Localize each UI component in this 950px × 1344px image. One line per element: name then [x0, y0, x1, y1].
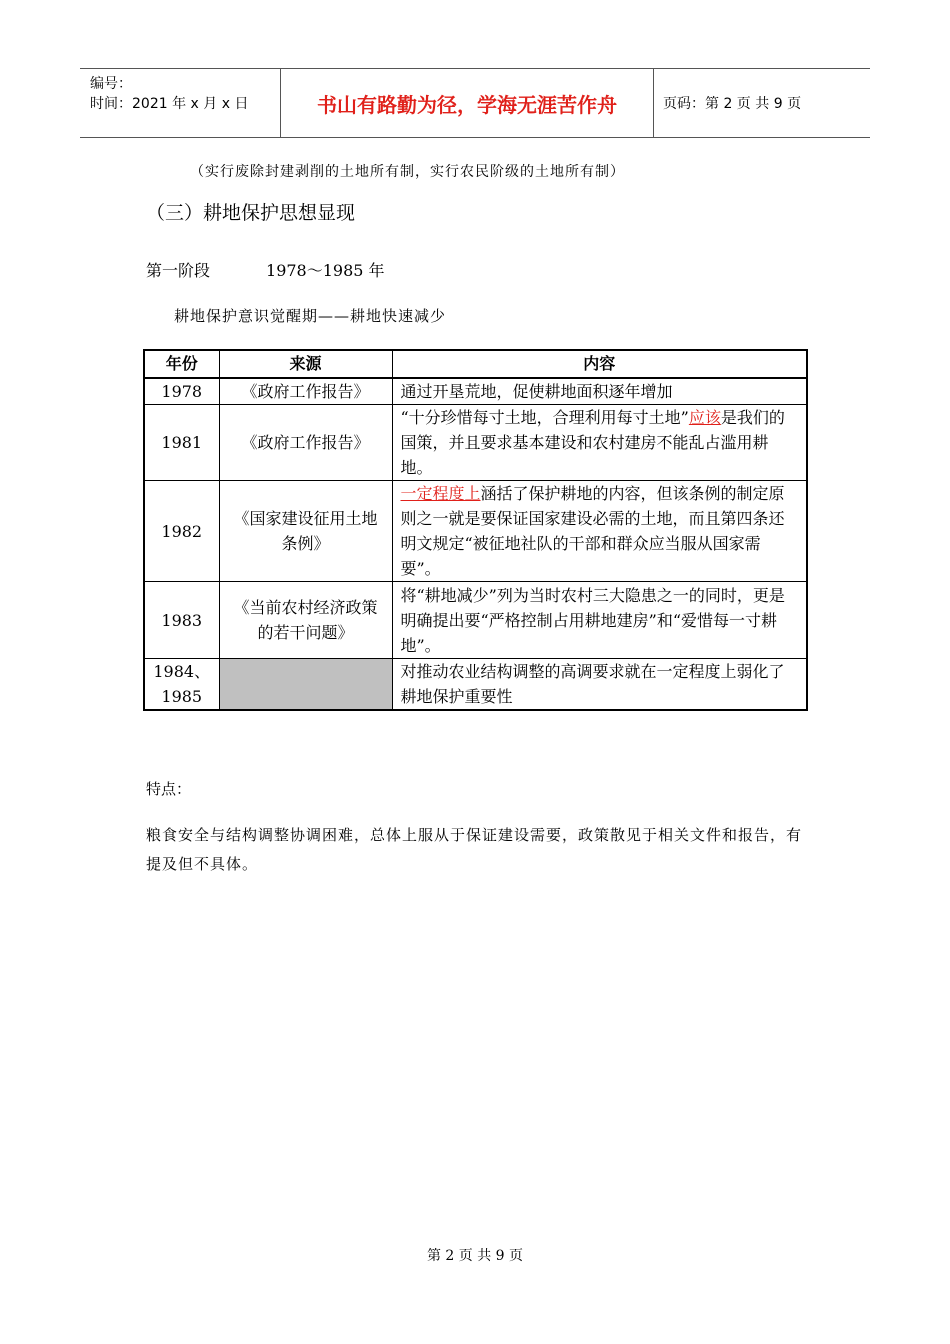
features-text: 粮食安全与结构调整协调困难，总体上服从于保证建设需要，政策散见于相关文件和报告，有提及但不具体。	[146, 826, 803, 873]
policy-table	[143, 349, 808, 711]
serial-label: 编号：	[90, 76, 132, 92]
header-page-info: 页码：第 2 页 共 9 页	[663, 96, 802, 112]
source-cell: 《政府工作报告》	[219, 405, 392, 481]
content-text: 是我们的国策，并且要求基本建设和农村建房不能乱占滥用耕地。	[400, 408, 785, 477]
header-motto: 书山有路勤为径，学海无涯苦作舟	[281, 69, 654, 137]
content-cell: 对推动农业结构调整的高调要求就在一定程度上弱化了耕地保护重要性	[392, 659, 807, 711]
table-row	[144, 378, 807, 405]
header-year: 年份	[144, 350, 219, 378]
stage-line	[146, 258, 385, 281]
highlight-text: 一定程度上	[400, 484, 481, 503]
highlight-text: 应该	[688, 408, 721, 427]
content-cell: 通过开垦荒地，促使耕地面积逐年增加	[392, 378, 807, 405]
features-label: 特点：	[146, 780, 192, 798]
source-cell	[219, 659, 392, 711]
table-row	[144, 659, 807, 711]
stage-label: 第一阶段	[146, 261, 211, 280]
year-cell: 1982	[144, 481, 219, 582]
content-cell	[392, 405, 807, 481]
content-cell	[392, 481, 807, 582]
content-text: “十分珍惜每寸土地，合理利用每寸土地”	[400, 408, 689, 427]
table-row	[144, 582, 807, 659]
page-header	[80, 68, 870, 138]
content-cell: 将“耕地减少”列为当时农村三大隐患之一的同时，更是明确提出要“严格控制占用耕地建房”和“爱惜每一寸耕地”。	[392, 582, 807, 659]
header-content: 内容	[392, 350, 807, 378]
header-source: 来源	[219, 350, 392, 378]
source-cell: 《政府工作报告》	[219, 378, 392, 405]
content-text: 涵括了保护耕地的内容，但该条例的制定原则之一就是要保证国家建设必需的土地，而且第四条还明文规定“被征地社队的干部和群众应当服从国家需要”。	[400, 484, 785, 578]
source-cell: 《当前农村经济政策的若干问题》	[219, 582, 392, 659]
source-cell: 《国家建设征用土地条例》	[219, 481, 392, 582]
page-footer: 第 2 页 共 9 页	[426, 1248, 524, 1264]
table-header-row	[144, 350, 807, 378]
table-row	[144, 405, 807, 481]
note-text: （实行废除封建剥削的土地所有制，实行农民阶级的土地所有制）	[190, 164, 625, 180]
section-title: （三）耕地保护思想显现	[146, 202, 356, 224]
stage-years: 1978～1985 年	[266, 261, 385, 280]
header-meta	[80, 69, 281, 137]
stage-subtitle: 耕地保护意识觉醒期——耕地快速减少	[174, 307, 447, 325]
time-label: 时间：2021 年 x 月 x 日	[90, 96, 249, 112]
year-cell: 1984、1985	[144, 659, 219, 711]
year-cell: 1978	[144, 378, 219, 405]
table-row	[144, 481, 807, 582]
year-cell: 1981	[144, 405, 219, 481]
year-cell: 1983	[144, 582, 219, 659]
